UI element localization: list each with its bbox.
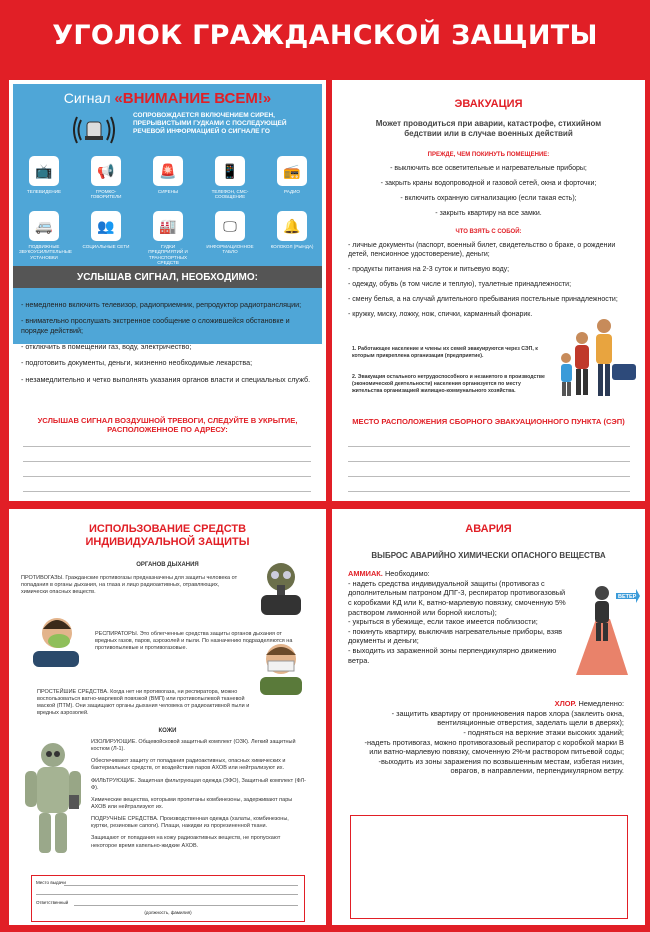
- channel-phone: 📱 ТЕЛЕФОН, СМС-СООБЩЕНИЕ: [205, 156, 255, 200]
- wind-escape-illustration: [562, 579, 640, 675]
- family-illustration: [554, 316, 640, 402]
- list-item: - покинуть квартиру, выключив нагревательные приборы, взяв документы и деньги;: [348, 626, 563, 646]
- evac-subtitle: Может проводиться при аварии, катастрофе, стихийном бедствии или в случае военных действий: [375, 119, 602, 138]
- channel-billboard: 🖵 ИНФОРМАЦИОННОЕ ТАБЛО: [205, 211, 255, 255]
- ppe-skin-title: КОЖИ: [158, 728, 177, 734]
- ppe-skin-list: [91, 739, 306, 855]
- form-line[interactable]: [36, 894, 298, 895]
- list-item: - одежду, обувь (в том числе и теплую), туалетные принадлежности;: [348, 281, 572, 289]
- list-item: - кружку, миску, ложку, нож, спички, карманный фонарик.: [348, 311, 533, 319]
- list-item: - отключить в помещении газ, воду, электричество;: [21, 342, 192, 352]
- siren-icon: [73, 114, 115, 146]
- hazmat-person-illustration: [21, 739, 85, 857]
- loudspeaker-icon: 📢: [91, 156, 121, 186]
- ppe-simple-text: ПРОСТЕЙШИЕ СРЕДСТВА. Когда нет ни противогаза, ни респиратора, можно воспользоваться ватно-марлевой повязкой (ВМП) или противопылевой тканевой маской (ПТМ). Они защищают органы дыхания человека от радиоактивной пыли и вредных аэрозолей.: [37, 689, 250, 717]
- list-item: - защитить квартиру от проникновения паров хлора (заклеить окна, вентиляционные отверстия, заделать щели в дверях);: [391, 708, 624, 728]
- list-item: Обеспечивают защиту от попадания радиоактивных, опасных химических и бактериальных средств, от воздействия паров АХОВ или нейтрализуют их.: [91, 758, 286, 772]
- ppe-gasmask-text: ПРОТИВОГАЗЫ. Гражданские противогазы предназначены для защиты человека от попадания в органы дыхания, на глаза и лицо радиоактивных, отравляющих, химически опасных веществ.: [21, 575, 238, 596]
- signal-subtitle: СОПРОВОЖДАЕТСЯ ВКЛЮЧЕНИЕМ СИРЕН, ПРЕРЫВИСТЫМИ ГУДКАМИ С ПОСЛЕДУЮЩЕЙ РЕЧЕВОЙ ИНФОРМАЦИЕЙ О СИГНАЛЕ ГО: [133, 112, 287, 136]
- ammonia-block: АММИАК. Необходимо: - надеть средства индивидуальной защиты (противогаз с дополнительным патроном ДПГ-3, респиратор противогазовый с коробками КД или К, ватно-марлевую повязку, смоченную 5% раствором лимонной или борной кислоты); - укрыться в убежище, если такое имеется поблизости; - покинуть квартиру, выключив нагревательные приборы, взяв документы и деньги; - выходить из зараженной зоны перпендикулярно движению ветра.: [348, 569, 568, 665]
- issue-form: [31, 875, 305, 922]
- siren-icon: 🚨: [153, 156, 183, 186]
- channel-loudspeaker: 📢 ГРОМКО-ГОВОРИТЕЛИ: [81, 156, 131, 200]
- list-item: - подготовить документы, деньги, жизненно необходимые лекарства;: [21, 358, 253, 368]
- evac-before-title: ПРЕЖДЕ, ЧЕМ ПОКИНУТЬ ПОМЕЩЕНИЕ:: [427, 152, 550, 158]
- list-item: - внимательно прослушать экстренное сообщение о сложившейся обстановке и порядке действий;: [21, 316, 290, 335]
- signal-actions: [21, 300, 311, 391]
- list-item: - личные документы (паспорт, военный билет, свидетельство о браке, о рождении детей, пенсионное удостоверение), деньги;: [348, 242, 616, 259]
- list-item: Защищают от попадания на кожу радиоактивных веществ, не пропускают некоторое время капельно-жидкие АХОВ.: [91, 835, 281, 849]
- evac-place-title: МЕСТО РАСПОЛОЖЕНИЯ СБОРНОГО ЭВАКУАЦИОННОГО ПУНКТА (СЭП): [352, 417, 625, 426]
- van-icon: 🚐: [29, 211, 59, 241]
- social-icon: 👥: [91, 211, 121, 241]
- address-lines: [23, 432, 311, 492]
- gasmask-person-illustration: [253, 557, 309, 615]
- list-item: - надеть средства индивидуальной защиты (противогаз с дополнительным патроном ДПГ-3, респиратор противогазовый с коробками КД или К, ватно-марлевую повязку, смоченную 5% раствором лимонной или борной кислоты);: [348, 578, 566, 617]
- ppe-respirator-text: РЕСПИРАТОРЫ. Это облегченные средства защиты органов дыхания от вредных газов, паров, аэрозолей и пыли. По назначению подразделяются на противопылевые и противогазовые.: [95, 631, 293, 652]
- form-place-label: Место выдачи: [36, 880, 66, 885]
- list-item: - включить охранную сигнализацию (если такая есть);: [400, 195, 577, 203]
- bell-icon: 🔔: [277, 211, 307, 241]
- ppe-title: ИСПОЛЬЗОВАНИЕ СРЕДСТВ ИНДИВИДУАЛЬНОЙ ЗАЩИТЫ: [85, 523, 250, 549]
- list-item: - смену белья, а на случай длительного пребывания постельные принадлежности;: [348, 296, 618, 304]
- chlorine-block: ХЛОР. Немедленно: - защитить квартиру от проникновения паров хлора (заклеить окна, вентиляционные отверстия, заделать щели в дверях); - подняться на верхние этажи высоких зданий; -надеть противогаз, можно противогазовый респиратор с коробкой марки В или ватно-марлевую повязку, смоченную 2%-м раствором питьевой соды; -выходить из зоны заражения по возвышенным местам, избегая низин, оврагов, в направлении, перпендикулярном ветру.: [352, 699, 624, 776]
- evac-take-title: ЧТО ВЗЯТЬ С СОБОЙ:: [455, 229, 522, 235]
- list-item: - незамедлительно и четко выполнять указания органов власти и специальных служб.: [21, 374, 311, 384]
- list-item: -надеть противогаз, можно противогазовый респиратор с коробкой марки В или ватно-марлевую повязку, смоченную 2%-м раствором питьевой соды;: [364, 737, 624, 757]
- evac-take-list: [348, 241, 631, 326]
- channel-van: 🚐 ПОДВИЖНЫЕ ЗВУКОУСИЛИТЕЛЬНЫЕ УСТАНОВКИ: [19, 211, 69, 260]
- respirator-person-illustration: [29, 611, 83, 667]
- billboard-icon: 🖵: [215, 211, 245, 241]
- heard-signal-bar: УСЛЫШАВ СИГНАЛ, НЕОБХОДИМО:: [13, 266, 322, 288]
- page-title: УГОЛОК ГРАЖДАНСКОЙ ЗАЩИТЫ: [52, 19, 598, 51]
- accident-subtitle: ВЫБРОС АВАРИЙНО ХИМИЧЕСКИ ОПАСНОГО ВЕЩЕСТВА: [371, 551, 606, 560]
- evac-note-2: 2. Эвакуация остального нетрудоспособного и незанятого в производстве (экономической деятельности) населения организуется по месту жительства организацией жилищно-коммунального хозяйства.: [352, 374, 545, 394]
- evac-note-1: 1. Работающее население и члены их семей эвакуируются через СЭП, к которым прикреплена организация (предприятие).: [352, 346, 538, 359]
- ppe-panel: [7, 507, 328, 927]
- evac-before-list: [342, 164, 635, 224]
- list-item: -выходить из зоны заражения по возвышенным местам, избегая низин, оврагов, в направлении, перпендикулярном ветру.: [378, 756, 624, 776]
- channel-siren: 🚨 СИРЕНЫ: [143, 156, 193, 194]
- list-item: ИЗОЛИРУЮЩИЕ. Общевойсковой защитный комплект (ОЗК). Легкий защитный костюм (Л-1).: [91, 739, 296, 753]
- channel-tv: 📺 ТЕЛЕВИДЕНИЕ: [19, 156, 69, 194]
- wind-label: ВЕТЕР: [618, 594, 637, 600]
- list-item: - выходить из зараженной зоны перпендикулярно движению ветра.: [348, 646, 557, 665]
- bandage-person-illustration: [254, 637, 308, 695]
- signal-title: Сигнал «ВНИМАНИЕ ВСЕМ!»: [63, 90, 272, 107]
- channel-radio: 📻 РАДИО: [267, 156, 317, 194]
- list-item: - продукты питания на 2-3 суток и питьевую воду;: [348, 266, 510, 274]
- tv-icon: 📺: [29, 156, 59, 186]
- channel-factory: 🏭 ГУДКИ ПРЕДПРИЯТИЙ И ТРАНСПОРТНЫХ СРЕДСТВ: [143, 211, 193, 265]
- list-item: - выключить все осветительные и нагревательные приборы;: [390, 165, 587, 172]
- form-responsible-label: Ответственный: [36, 900, 69, 905]
- evac-place-lines: [348, 432, 630, 492]
- list-item: Химические вещества, которыми пропитаны комбинезоны, задерживают пары АХОВ или нейтрализуют их.: [91, 796, 293, 810]
- list-item: ПОДРУЧНЫЕ СРЕДСТВА. Производственная одежда (халаты, комбинезоны, куртки, резиновые сапоги). Плащи, накидки из прорезиненной ткани.: [91, 816, 289, 830]
- signal-panel: [7, 78, 328, 503]
- evac-title: ЭВАКУАЦИЯ: [454, 98, 523, 110]
- channel-social: 👥 СОЦИАЛЬНЫЕ СЕТИ: [81, 211, 131, 249]
- factory-icon: 🏭: [153, 211, 183, 241]
- accident-title: АВАРИЯ: [465, 523, 512, 535]
- phone-icon: 📱: [215, 156, 245, 186]
- list-item: ФИЛЬТРУЮЩИЕ. Защитная фильтрующая одежда (ЗФО), Защитный комплект (ФЛ-Ф).: [91, 777, 306, 791]
- radio-icon: 📻: [277, 156, 307, 186]
- channel-bell: 🔔 КОЛОКОЛ (РЫНДА): [267, 211, 317, 249]
- air-raid-caption: УСЛЫШАВ СИГНАЛ ВОЗДУШНОЙ ТРЕВОГИ, СЛЕДУЙТЕ В УКРЫТИЕ, РАСПОЛОЖЕННОЕ ПО АДРЕСУ:: [37, 416, 298, 434]
- list-item: - немедленно включить телевизор, радиоприемник, репродуктор радиотрансляции;: [21, 300, 302, 309]
- notes-box[interactable]: [350, 815, 628, 919]
- list-item: - закрыть краны водопроводной и газовой сетей, окна и форточки;: [380, 180, 597, 188]
- form-hint: (должность, фамилия): [144, 910, 192, 915]
- form-line[interactable]: [74, 905, 298, 906]
- list-item: - подняться на верхние этажи высоких зданий;: [463, 727, 624, 737]
- form-line[interactable]: [64, 885, 298, 886]
- list-item: - закрыть квартиру на все замки.: [435, 210, 542, 218]
- evacuation-panel: [330, 78, 647, 503]
- ppe-resp-title: ОРГАНОВ ДЫХАНИЯ: [136, 562, 199, 568]
- list-item: - укрыться в убежище, если такое имеется поблизости;: [348, 617, 538, 627]
- accident-panel: [330, 507, 647, 927]
